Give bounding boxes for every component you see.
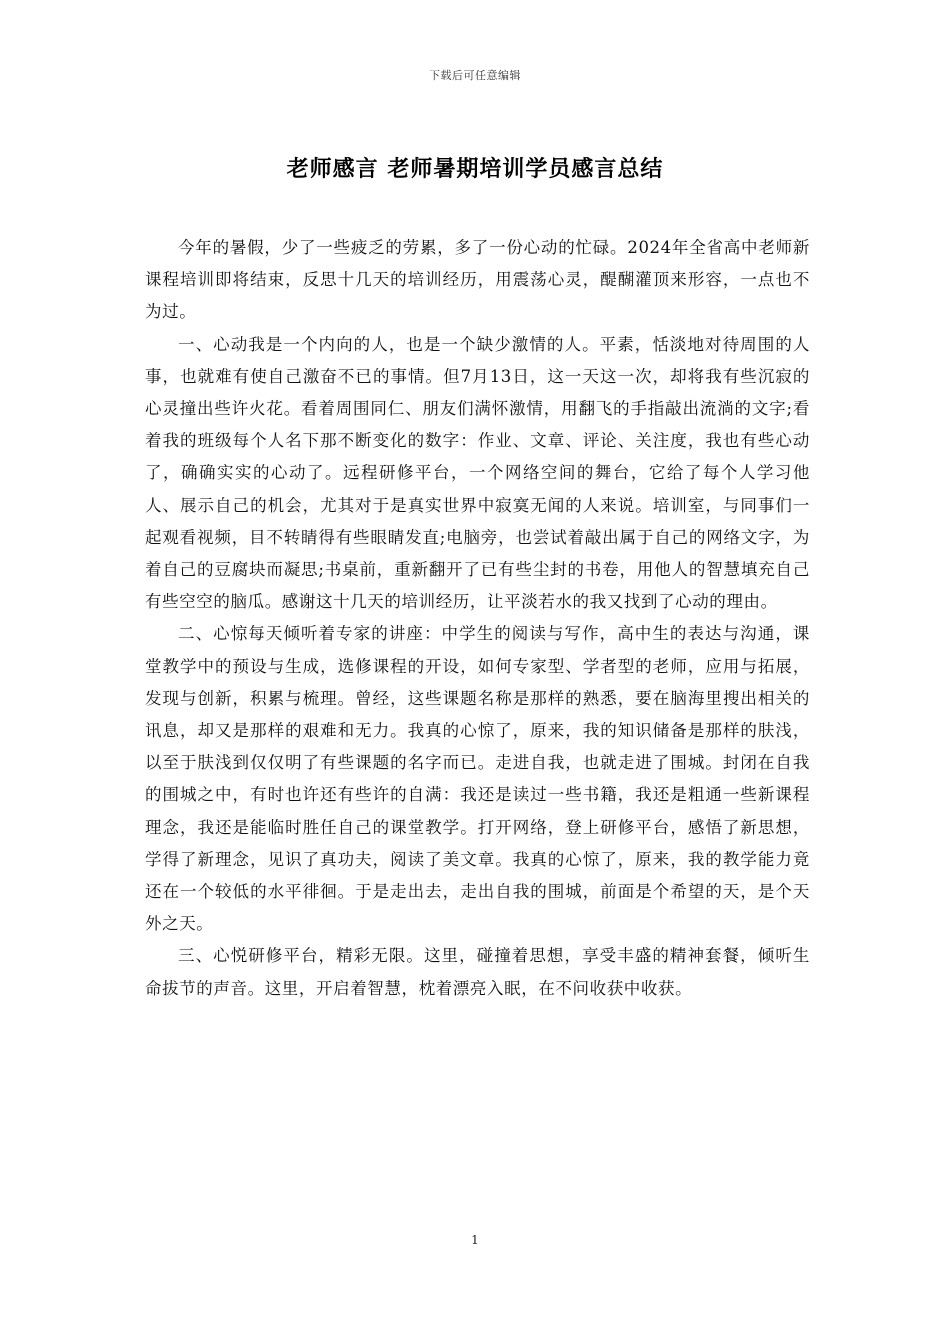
- document-title: 老师感言 老师暑期培训学员感言总结: [286, 156, 664, 182]
- paragraph-intro: 今年的暑假，少了一些疲乏的劳累，多了一份心动的忙碌。2024年全省高中老师新课程培训即将结束，反思十几天的培训经历，用震荡心灵，醍醐灌顶来形容，一点也不为过。: [145, 238, 810, 322]
- paragraph-section-2: 二、心惊每天倾听着专家的讲座：中学生的阅读与写作，高中生的表达与沟通，课堂教学中的预设与生成，选修课程的开设，如何专家型、学者型的老师，应用与拓展，发现与创新，积累与梳理。曾经，这些课题名称是那样的熟悉，要在脑海里搜出相关的讯息，却又是那样的艰难和无力。我真的心惊了，原来，我的知识储备是那样的肤浅，以至于肤浅到仅仅明了有些课题的名字而已。走进自我，也就走进了围城。封闭在自我的围城之中，有时也许还有些许的自满：我还是读过一些书籍，我还是粗通一些新课程理念，我还是能临时胜任自己的课堂教学。打开网络，登上研修平台，感悟了新思想，学得了新理念，见识了真功夫，阅读了美文章。我真的心惊了，原来，我的教学能力竟还在一个较低的水平徘徊。于是走出去，走出自我的围城，前面是个希望的天，是个天外之天。: [145, 624, 810, 934]
- header-note: 下载后可任意编辑: [429, 69, 521, 82]
- page-number: 1: [471, 1233, 479, 1247]
- paragraph-section-1: 一、心动我是一个内向的人，也是一个缺少激情的人。平素，恬淡地对待周围的人事，也就难有使自己激奋不已的事情。但7月13日，这一天这一次，却将我有些沉寂的心灵撞出些许火花。看着周围同仁、朋友们满怀激情，用翻飞的手指敲出流淌的文字;看着我的班级每个人名下那不断变化的数字：作业、文章、评论、关注度，我也有些心动了，确确实实的心动了。远程研修平台，一个网络空间的舞台，它给了每个人学习他人、展示自己的机会，尤其对于是真实世界中寂寞无闻的人来说。培训室，与同事们一起观看视频，目不转睛得有些眼睛发直;电脑旁，也尝试着敲出属于自己的网络文字，为着自己的豆腐块而凝思;书桌前，重新翻开了已有些尘封的书卷，用他人的智慧填充自己有些空空的脑瓜。感谢这十几天的培训经历，让平淡若水的我又找到了心动的理由。: [145, 334, 810, 612]
- paragraph-section-3: 三、心悦研修平台，精彩无限。这里，碰撞着思想，享受丰盛的精神套餐，倾听生命拔节的声音。这里，开启着智慧，枕着漂亮入眠，在不问收获中收获。: [145, 946, 810, 998]
- document-body: [145, 232, 810, 1005]
